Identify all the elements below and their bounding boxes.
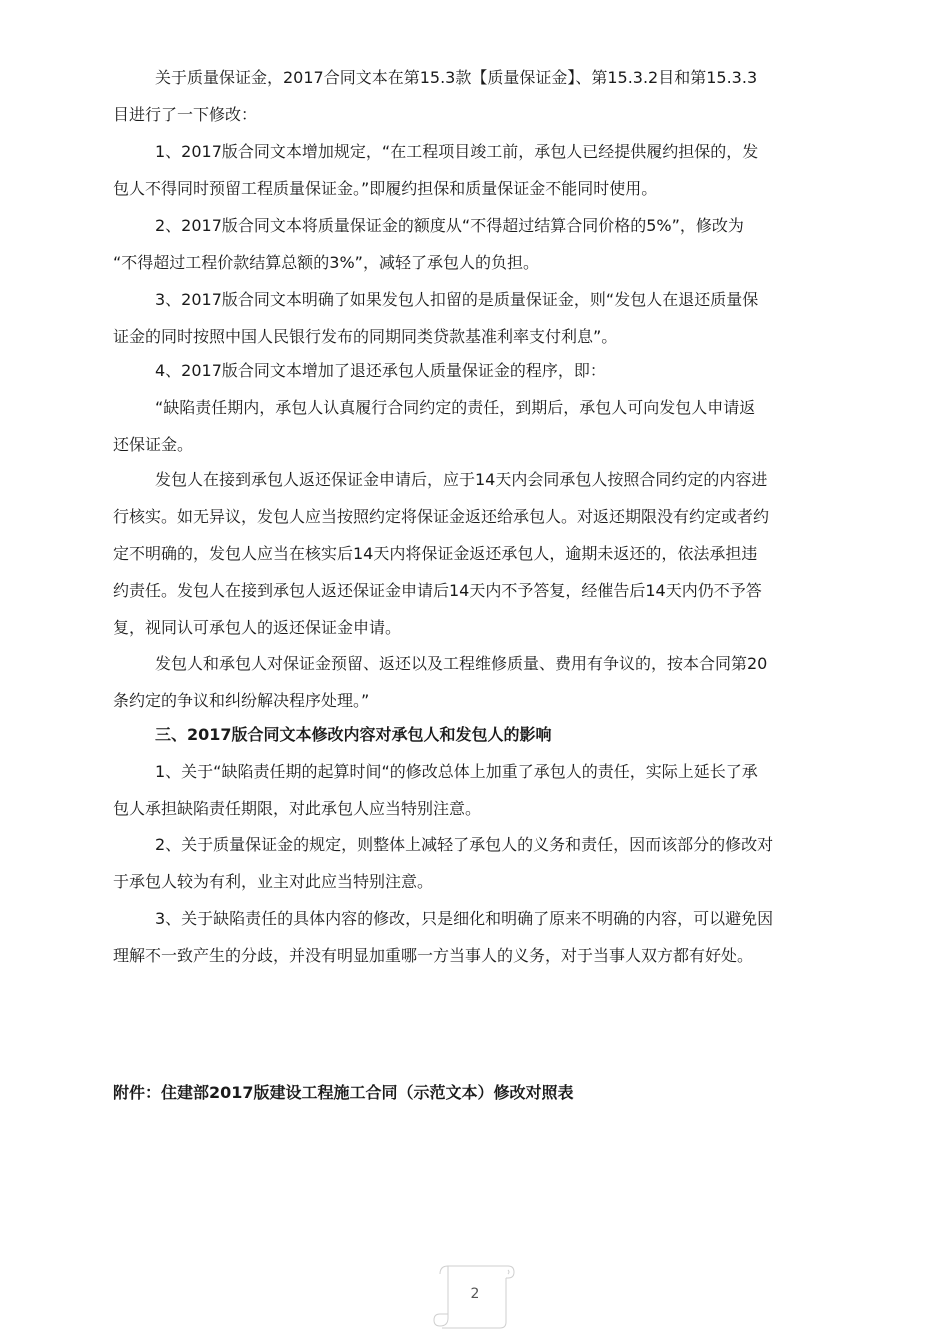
text-line: 证金的同时按照中国人民银行发布的同期同类贷款基准利率支付利息”。 [113,327,618,346]
text-line: 约责任。发包人在接到承包人返还保证金申请后14天内不予答复，经催告后14天内仍不予答 [113,581,762,600]
text-line: 条约定的争议和纠纷解决程序处理。” [113,691,370,710]
page-footer [430,1262,520,1332]
paragraph-impact-2 [113,826,833,900]
text-line: 行核实。如无异议，发包人应当按照约定将保证金返还给承包人。对返还期限没有约定或者约 [113,507,770,526]
text-line: 2、2017版合同文本将质量保证金的额度从“不得超过结算合同价格的5%”，修改为 [155,216,744,235]
text-line: 还保证金。 [113,435,194,454]
text-line: 于承包人较为有利，业主对此应当特别注意。 [113,872,434,891]
text-line: 发包人和承包人对保证金预留、返还以及工程维修质量、费用有争议的，按本合同第20 [155,654,768,673]
text-line: 关于质量保证金，2017合同文本在第15.3款【质量保证金】、第15.3.2目和第15.3.3 [155,68,758,87]
page-number: 2 [470,1286,480,1302]
paragraph-quote-1 [113,389,833,463]
paragraph-item-1 [113,133,833,207]
text-line: 4、2017版合同文本增加了退还承包人质量保证金的程序，即： [155,361,606,380]
paragraph-item-2 [113,207,833,281]
text-line: 包人不得同时预留工程质量保证金。”即履约担保和质量保证金不能同时使用。 [113,179,658,198]
paragraph-impact-3 [113,900,833,974]
text-line: 目进行了一下修改： [113,105,258,124]
section-heading [113,716,833,753]
text-line: “不得超过工程价款结算总额的3%”，减轻了承包人的负担。 [113,253,539,272]
text-line: 包人承担缺陷责任期限，对此承包人应当特别注意。 [113,799,482,818]
text-line: 复，视同认可承包人的返还保证金申请。 [113,618,402,637]
paragraph-intro [113,59,833,133]
attachment-line [113,1074,833,1111]
text-line: “缺陷责任期内，承包人认真履行合同约定的责任，到期后，承包人可向发包人申请返 [155,398,756,417]
paragraph-item-3 [113,281,833,355]
text-line: 3、2017版合同文本明确了如果发包人扣留的是质量保证金，则“发包人在退还质量保 [155,290,759,309]
text-line: 3、关于缺陷责任的具体内容的修改，只是细化和明确了原来不明确的内容，可以避免因 [155,909,774,928]
text-line: 发包人在接到承包人返还保证金申请后，应于14天内会同承包人按照合同约定的内容进 [155,470,768,489]
text-line: 定不明确的，发包人应当在核实后14天内将保证金返还承包人，逾期未返还的，依法承担违 [113,544,758,563]
paragraph-impact-1 [113,753,833,827]
text-line: 1、关于“缺陷责任期的起算时间“的修改总体上加重了承包人的责任，实际上延长了承 [155,762,758,781]
text-line: 理解不一致产生的分歧，并没有明显加重哪一方当事人的义务，对于当事人双方都有好处。 [113,946,754,965]
text-line: 1、2017版合同文本增加规定，“在工程项目竣工前，承包人已经提供履约担保的，发 [155,142,759,161]
attachment-text: 附件：住建部2017版建设工程施工合同（示范文本）修改对照表 [113,1083,574,1102]
text-line: 2、关于质量保证金的规定，则整体上减轻了承包人的义务和责任，因而该部分的修改对 [155,835,774,854]
heading-text: 三、2017版合同文本修改内容对承包人和发包人的影响 [155,725,552,744]
paragraph-quote-2 [113,461,833,646]
paragraph-item-4 [113,352,833,389]
paragraph-quote-3 [113,645,833,719]
